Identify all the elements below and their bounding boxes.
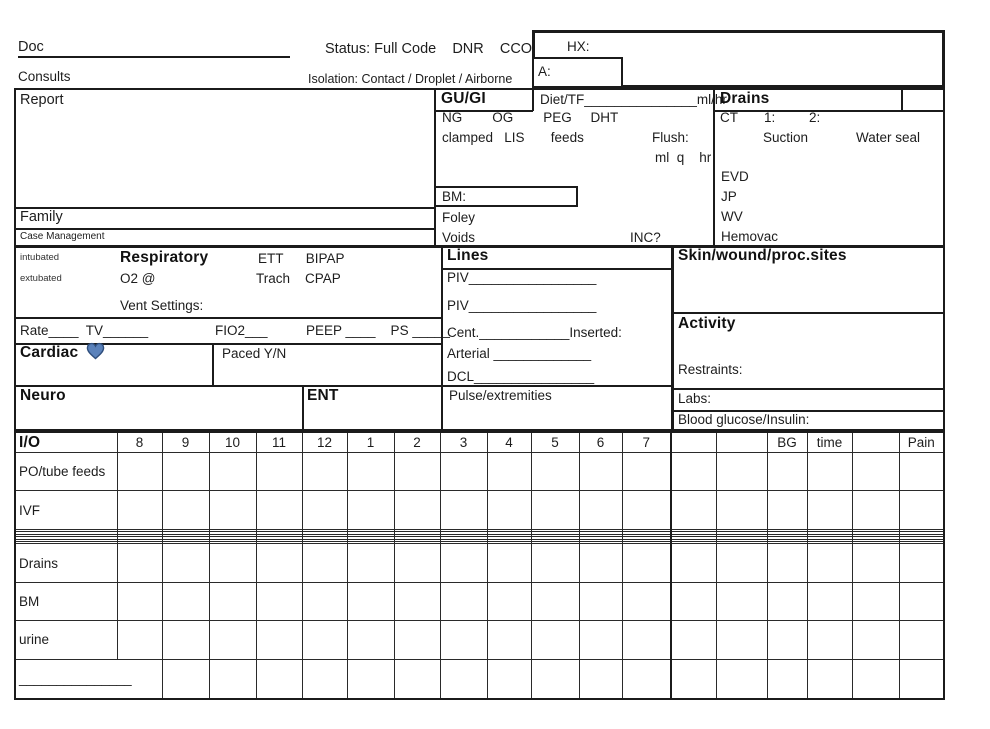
io-cell [162,659,209,699]
io-cell [531,453,579,491]
io-cell [671,621,716,659]
io-cell [622,621,671,659]
evd-label: EVD [721,169,749,184]
divider [212,343,214,385]
io-cell [394,621,440,659]
io-cell [579,544,622,582]
io-row-label: Drains [15,544,117,582]
gi-tubes-row: NG OG PEG DHT [442,110,619,125]
io-cell [899,621,944,659]
central-line-field: Cent.____________Inserted: [447,325,622,340]
io-cell [347,491,394,529]
io-row-label: PO/tube feeds [15,453,117,491]
pulse-extremities-label: Pulse/extremities [449,388,552,403]
blood-glucose-label: Blood glucose/Insulin: [678,412,810,427]
io-hour-header: 1 [347,432,394,453]
io-cell [807,491,852,529]
io-cell [579,491,622,529]
io-cell [487,491,531,529]
io-cell [487,453,531,491]
doc-underline [18,56,290,58]
io-cell [716,659,767,699]
io-cell [716,491,767,529]
io-cell [852,491,899,529]
io-hour-header: 7 [622,432,671,453]
io-cell [487,582,531,620]
restraints-label: Restraints: [678,362,743,377]
extubated-label: extubated [20,273,62,284]
io-hour-header: 11 [256,432,302,453]
io-cell [899,453,944,491]
voids-label: Voids [442,230,476,245]
io-cell [671,453,716,491]
io-cell [394,491,440,529]
io-cell [209,621,256,659]
divider [434,88,436,245]
diet-tf-field: Diet/TF_______________ml/hr [540,92,727,107]
io-cell [440,659,487,699]
suction-label: Suction [763,130,809,145]
lines-title: Lines [447,247,489,264]
io-cell [767,491,807,529]
io-cell [256,659,302,699]
io-cell [671,544,716,582]
io-cell [531,621,579,659]
io-cell [347,544,394,582]
respiratory-title: Respiratory [120,249,209,266]
io-cell [162,582,209,620]
io-row-label: IVF [15,491,117,529]
io-row-label: BM [15,582,117,620]
io-cell [347,659,394,699]
io-cell [622,582,671,620]
piv1-field: PIV_________________ [447,270,597,285]
divider [532,88,534,111]
io-cell [162,621,209,659]
io-cell [852,453,899,491]
io-cell [531,659,579,699]
flush-label: Flush: [652,130,689,145]
io-cell [162,453,209,491]
divider [14,385,672,387]
ett-bipap-row: ETT BIPAP [258,251,345,266]
io-cell [767,621,807,659]
io-cell [302,659,347,699]
io-row-label: urine [15,621,117,659]
skin-wound-title: Skin/wound/proc.sites [678,247,847,264]
io-cell [807,582,852,620]
io-cell [347,453,394,491]
io-cell [807,453,852,491]
divider [901,88,903,110]
gi-clamped-row: clamped LIS feeds [442,130,584,145]
io-cell [716,544,767,582]
io-cell [899,659,944,699]
a-label: A: [538,64,551,79]
divider [713,88,715,245]
divider [14,228,434,230]
io-cell [440,621,487,659]
io-cell [394,659,440,699]
labs-label: Labs: [678,391,712,406]
io-cell [440,453,487,491]
gugi-title: GU/GI [441,90,486,107]
arterial-field: Arterial _____________ [447,346,592,361]
io-cell [531,582,579,620]
divider [901,110,945,112]
io-cell [347,621,394,659]
io-hour-header: 2 [394,432,440,453]
paced-label: Paced Y/N [222,346,287,361]
io-hour-header: 12 [302,432,347,453]
io-hour-header: 5 [531,432,579,453]
io-cell [579,453,622,491]
fio2-field: FIO2___ [215,323,268,338]
io-cell [531,491,579,529]
io-cell [622,544,671,582]
jp-label: JP [721,189,737,204]
io-cell [899,544,944,582]
io-cell [440,544,487,582]
io-cell [302,621,347,659]
bm-label: BM: [442,189,467,204]
io-cell [117,582,162,620]
io-hour-header: time [807,432,852,453]
io-cell [117,544,162,582]
ct-row: CT 1: 2: [720,110,821,125]
flush-units: ml q hr [655,150,712,165]
activity-title: Activity [678,315,736,332]
io-cell [899,491,944,529]
io-cell [117,491,162,529]
io-cell [767,453,807,491]
case-management-label: Case Management [20,231,105,242]
family-label: Family [20,209,63,225]
io-cell [209,582,256,620]
divider [672,388,945,390]
io-hour-header: 3 [440,432,487,453]
io-cell [579,621,622,659]
io-hour-header: 9 [162,432,209,453]
io-cell [767,659,807,699]
io-cell [302,453,347,491]
consults-label: Consults [18,69,71,84]
hx-label: HX: [567,39,590,54]
vent-settings-label: Vent Settings: [120,298,204,313]
io-cell [117,453,162,491]
io-cell [209,659,256,699]
isolation-label: Isolation: Contact / Droplet / Airborne [308,72,513,86]
io-cell [852,621,899,659]
hemovac-label: Hemovac [721,229,779,244]
water-seal-label: Water seal [856,130,921,145]
io-hour-header: 10 [209,432,256,453]
io-cell [394,544,440,582]
io-cell [487,659,531,699]
io-cell [394,453,440,491]
io-cell [807,659,852,699]
io-cell [487,544,531,582]
divider [14,317,441,319]
io-cell [579,582,622,620]
io-hour-header: Pain [899,432,944,453]
io-cell [579,659,622,699]
io-cell [852,544,899,582]
io-cell [852,582,899,620]
io-hour-header [852,432,899,453]
o2-label: O2 @ [120,271,156,286]
io-cell [671,491,716,529]
io-cell [807,621,852,659]
io-cell [256,453,302,491]
io-cell [716,582,767,620]
heart-icon [86,342,105,360]
io-cell [622,491,671,529]
io-cell [767,544,807,582]
io-cell [767,582,807,620]
rate-tv-fields: Rate____ TV______ [20,323,149,338]
io-table-title: I/O [15,432,117,453]
io-cell [622,453,671,491]
io-cell [487,621,531,659]
divider [302,385,304,431]
io-cell [671,582,716,620]
dcl-field: DCL________________ [447,369,595,384]
intubated-label: intubated [20,252,60,263]
io-cell [347,582,394,620]
io-cell [622,659,671,699]
io-hour-header: 8 [117,432,162,453]
io-cell [256,621,302,659]
cardiac-title: Cardiac [20,344,79,361]
io-cell [162,491,209,529]
io-hour-header [671,432,716,453]
io-cell [162,544,209,582]
io-cell [716,453,767,491]
io-hour-header: 4 [487,432,531,453]
foley-label: Foley [442,210,476,225]
io-cell [256,582,302,620]
io-cell [302,491,347,529]
io-hour-header [716,432,767,453]
doc-label: Doc [18,39,44,55]
report-label: Report [20,92,64,108]
io-cell [256,544,302,582]
ent-title: ENT [307,387,339,404]
io-cell [209,491,256,529]
io-cell [852,659,899,699]
peep-ps-fields: PEEP ____ PS _____ [306,323,450,338]
inc-label: INC? [630,230,661,245]
io-cell [394,582,440,620]
trach-cpap-row: Trach CPAP [256,271,341,286]
drains-title: Drains [720,90,770,107]
io-cell [256,491,302,529]
io-hour-header: BG [767,432,807,453]
io-table [14,431,945,700]
io-cell [302,582,347,620]
io-cell [440,582,487,620]
io-cell [671,659,716,699]
io-cell [899,582,944,620]
io-cell [302,544,347,582]
wv-label: WV [721,209,743,224]
divider [14,207,434,209]
io-cell [209,544,256,582]
piv2-field: PIV_________________ [447,298,597,313]
io-cell [209,453,256,491]
io-cell [716,621,767,659]
divider [671,245,674,431]
divider [672,312,945,314]
io-cell [531,544,579,582]
io-hour-header: 6 [579,432,622,453]
code-status-label: Status: Full Code DNR CCO [325,41,533,57]
io-cell [117,621,162,659]
io-cell [807,544,852,582]
io-cell [440,491,487,529]
io-row-label: _______________ [15,659,162,699]
neuro-title: Neuro [20,387,66,404]
